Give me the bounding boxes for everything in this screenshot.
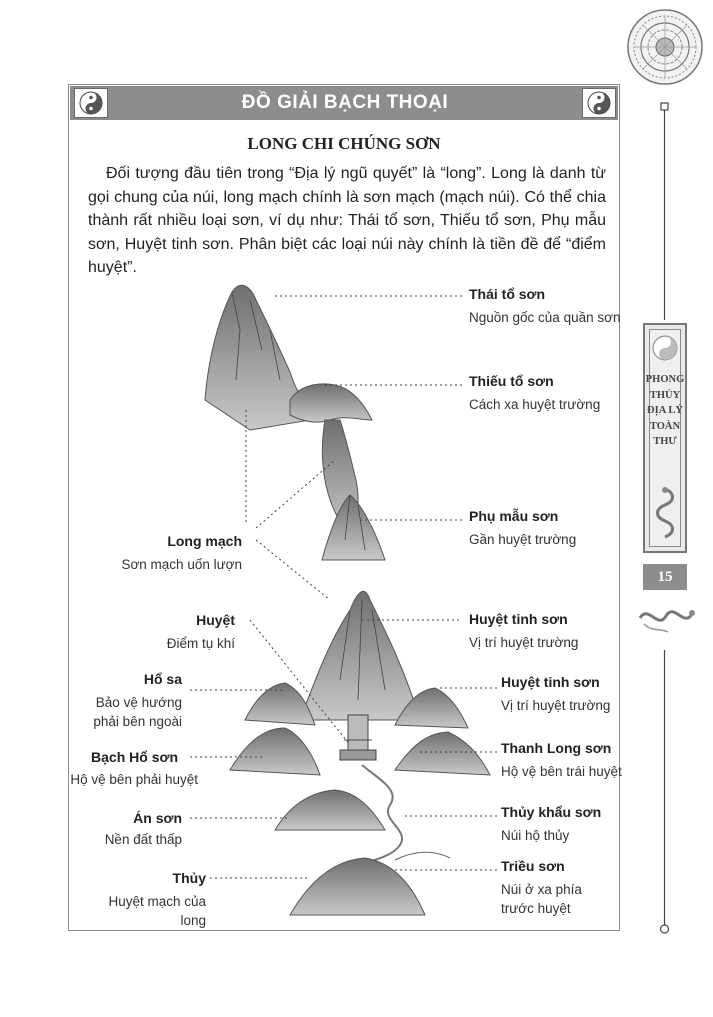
ho-sa-hill <box>245 683 315 725</box>
sidebar-title: PHONG THỦY ĐỊA LÝ TOÀN THƯ <box>645 374 685 447</box>
page-number: 15 <box>643 564 687 590</box>
dragon-icon <box>649 485 681 540</box>
decorative-medallion <box>626 8 704 86</box>
yin-yang-icon <box>652 335 678 361</box>
label-huyet-tinh-son-2: Huyệt tinh sơn <box>501 674 600 690</box>
sub-thai-to-son: Nguồn gốc của quần sơn <box>469 310 621 325</box>
header-title: ĐỒ GIẢI BẠCH THOẠI <box>241 92 449 113</box>
label-thuy: Thủy <box>172 870 206 886</box>
intro-paragraph: Đối tượng đầu tiên trong “Địa lý ngũ quyết” là “long”. Long là danh từ gọi chung của núi, long mạch chính là sơn mạch (mạch núi). Có thể chia thành rất nhiều loại sơn, ví dụ như: Thái tổ sơn, Thiếu tổ sơn, Phụ mẫu sơn, Huyệt tinh sơn. Phân biệt các loại núi này chính là tiền đề để “điểm huyệt”. <box>88 165 606 276</box>
sub-thuy-khau-son: Núi hộ thủy <box>501 828 570 843</box>
label-ho-sa: Hổ sa <box>143 671 182 687</box>
label-phu-mau-son: Phụ mẫu sơn <box>469 508 559 524</box>
dragon-icon <box>636 598 696 636</box>
sub-long-mach: Sơn mạch uốn lượn <box>121 557 242 572</box>
yin-yang-icon <box>79 91 103 115</box>
label-thai-to-son: Thái tổ sơn <box>469 286 546 302</box>
sub-huyet: Điểm tụ khí <box>166 636 235 651</box>
label-trieu-son: Triều sơn <box>501 858 565 874</box>
section-title: LONG CHI CHÚNG SƠN <box>247 134 441 153</box>
yin-yang-icon <box>587 91 611 115</box>
trieu-son-hill <box>290 858 425 915</box>
sub-ho-sa: Bảo vệ hướng phải bên ngoài <box>93 695 182 729</box>
sub-phu-mau-son: Gần huyệt trường <box>469 532 577 547</box>
sub-thuy: Huyệt mạch của long <box>108 894 206 928</box>
label-thuy-khau-son: Thủy khẩu sơn <box>501 804 602 820</box>
thanh-long-outer-hill <box>395 732 490 775</box>
bach-ho-hill <box>230 728 320 775</box>
label-bach-ho-son: Bạch Hổ sơn <box>91 749 178 765</box>
sub-thanh-long-son: Hộ vệ bên trái huyệt <box>501 764 622 779</box>
header-yin-yang-left <box>74 88 108 118</box>
sub-thieu-to-son: Cách xa huyệt trường <box>469 397 601 412</box>
sub-an-son: Nền đất thấp <box>104 832 182 847</box>
sub-huyet-tinh-son-1: Vị trí huyệt trường <box>469 635 579 650</box>
label-thanh-long-son: Thanh Long sơn <box>501 740 612 756</box>
label-thieu-to-son: Thiếu tổ sơn <box>469 373 554 389</box>
header-yin-yang-right <box>582 88 616 118</box>
sub-trieu-son: Núi ở xa phía trước huyệt <box>501 882 582 916</box>
sub-bach-ho-son: Hộ vệ bên phải huyệt <box>70 772 198 787</box>
thieu-to-ridge <box>290 384 372 422</box>
label-an-son: Án sơn <box>133 810 182 826</box>
sub-huyet-tinh-son-2: Vị trí huyệt trường <box>501 698 611 713</box>
label-long-mach: Long mạch <box>167 533 242 549</box>
label-huyet-tinh-son-1: Huyệt tinh sơn <box>469 611 568 627</box>
an-son-hill <box>275 790 385 830</box>
label-huyet: Huyệt <box>196 612 235 628</box>
